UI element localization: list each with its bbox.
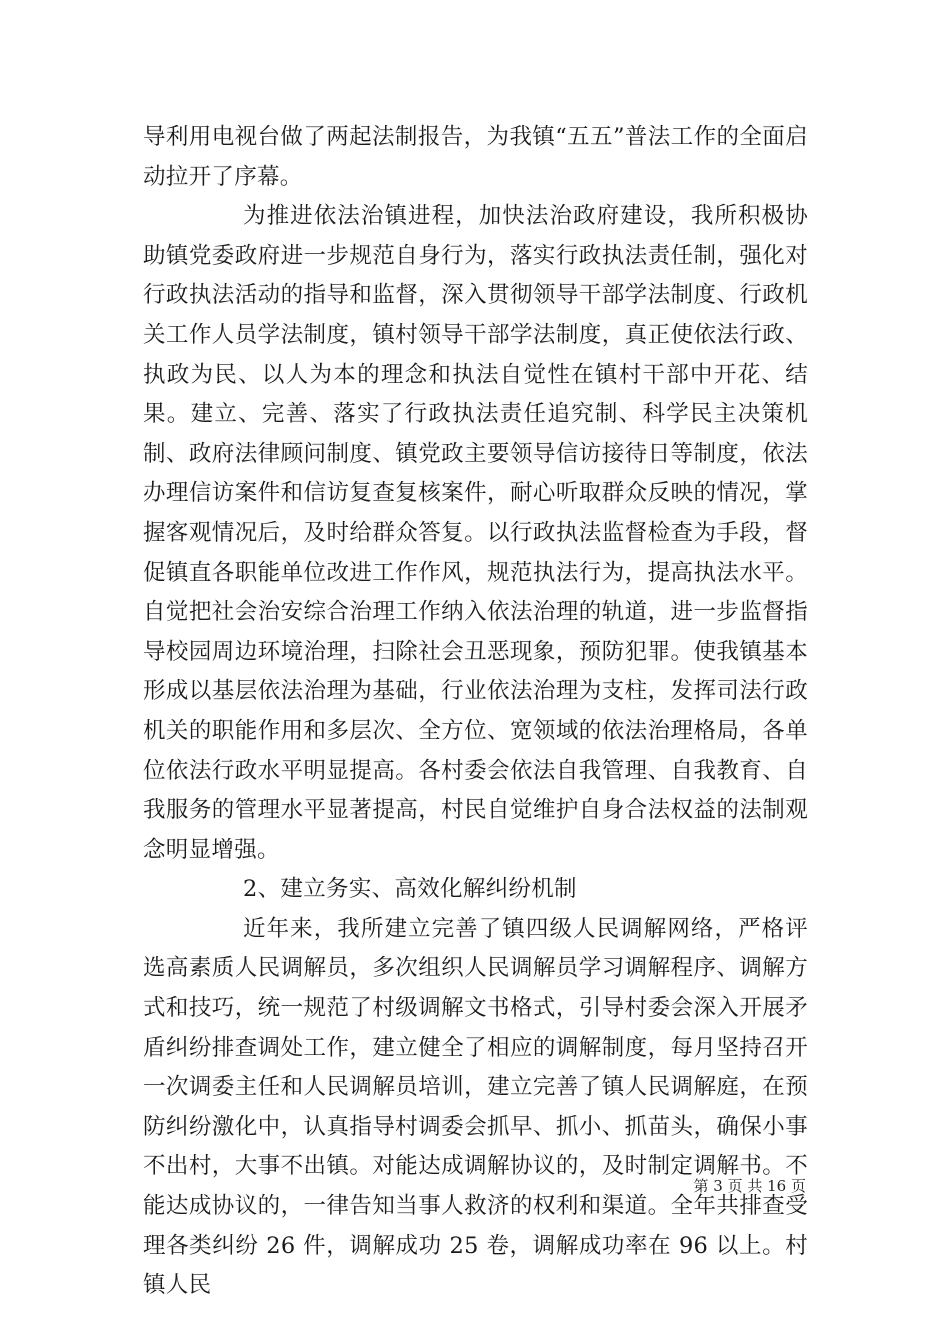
section-heading-dispute-mechanism: 2、建立务实、高效化解纠纷机制 <box>243 876 577 903</box>
paragraph-continuation: 导利用电视台做了两起法制报告，为我镇“五五”普法工作的全面启动拉开了序幕。 <box>143 124 808 190</box>
paragraph-mediation-network: 近年来，我所建立完善了镇四级人民调解网络，严格评选高素质人民调解员，多次组织人民调解员学习调解程序、调解方式和技巧，统一规范了村级调解文书格式，引导村委会深入开展矛盾纠纷排查调处工作，建立健全了相应的调解制度，每月坚持召开一次调委主任和人民调解员培训，建立完善了镇人民调解庭，在预防纠纷激化中，认真指导村调委会抓早、抓小、抓苗头，确保小事不出村，大事不出镇。对能达成调解协议的，及时制定调解书。不能达成协议的，一律告知当事人救济的权利和渠道。全年共排查受理各类纠纷 26 件，调解成功 25 卷，调解成功率在 96 以上。村镇人民 <box>143 915 808 1299</box>
page-number-footer: 第 3 页 共 16 页 <box>693 1177 806 1195</box>
document-body <box>143 118 808 1306</box>
paragraph-rule-of-law-governance: 为推进依法治镇进程，加快法治政府建设，我所积极协助镇党委政府进一步规范自身行为，落实行政执法责任制，强化对行政执法活动的指导和监督，深入贯彻领导干部学法制度、行政机关工作人员学法制度，镇村领导干部学法制度，真正使依法行政、执政为民、以人为本的理念和执法自觉性在镇村干部中开花、结果。建立、完善、落实了行政执法责任追究制、科学民主决策机制、政府法律顾问制度、镇党政主要领导信访接待日等制度，依法办理信访案件和信访复查复核案件，耐心听取群众反映的情况，掌握客观情况后，及时给群众答复。以行政执法监督检查为手段，督促镇直各职能单位改进工作作风，规范执法行为，提高执法水平。自觉把社会治安综合治理工作纳入依法治理的轨道，进一步监督指导校园周边环境治理，扫除社会丑恶现象，预防犯罪。使我镇基本形成以基层依法治理为基础，行业依法治理为支柱，发挥司法行政机关的职能作用和多层次、全方位、宽领域的依法治理格局，各单位依法行政水平明显提高。各村委会依法自我管理、自我教育、自我服务的管理水平显著提高，村民自觉维护自身合法权益的法制观念明显增强。 <box>143 203 808 863</box>
